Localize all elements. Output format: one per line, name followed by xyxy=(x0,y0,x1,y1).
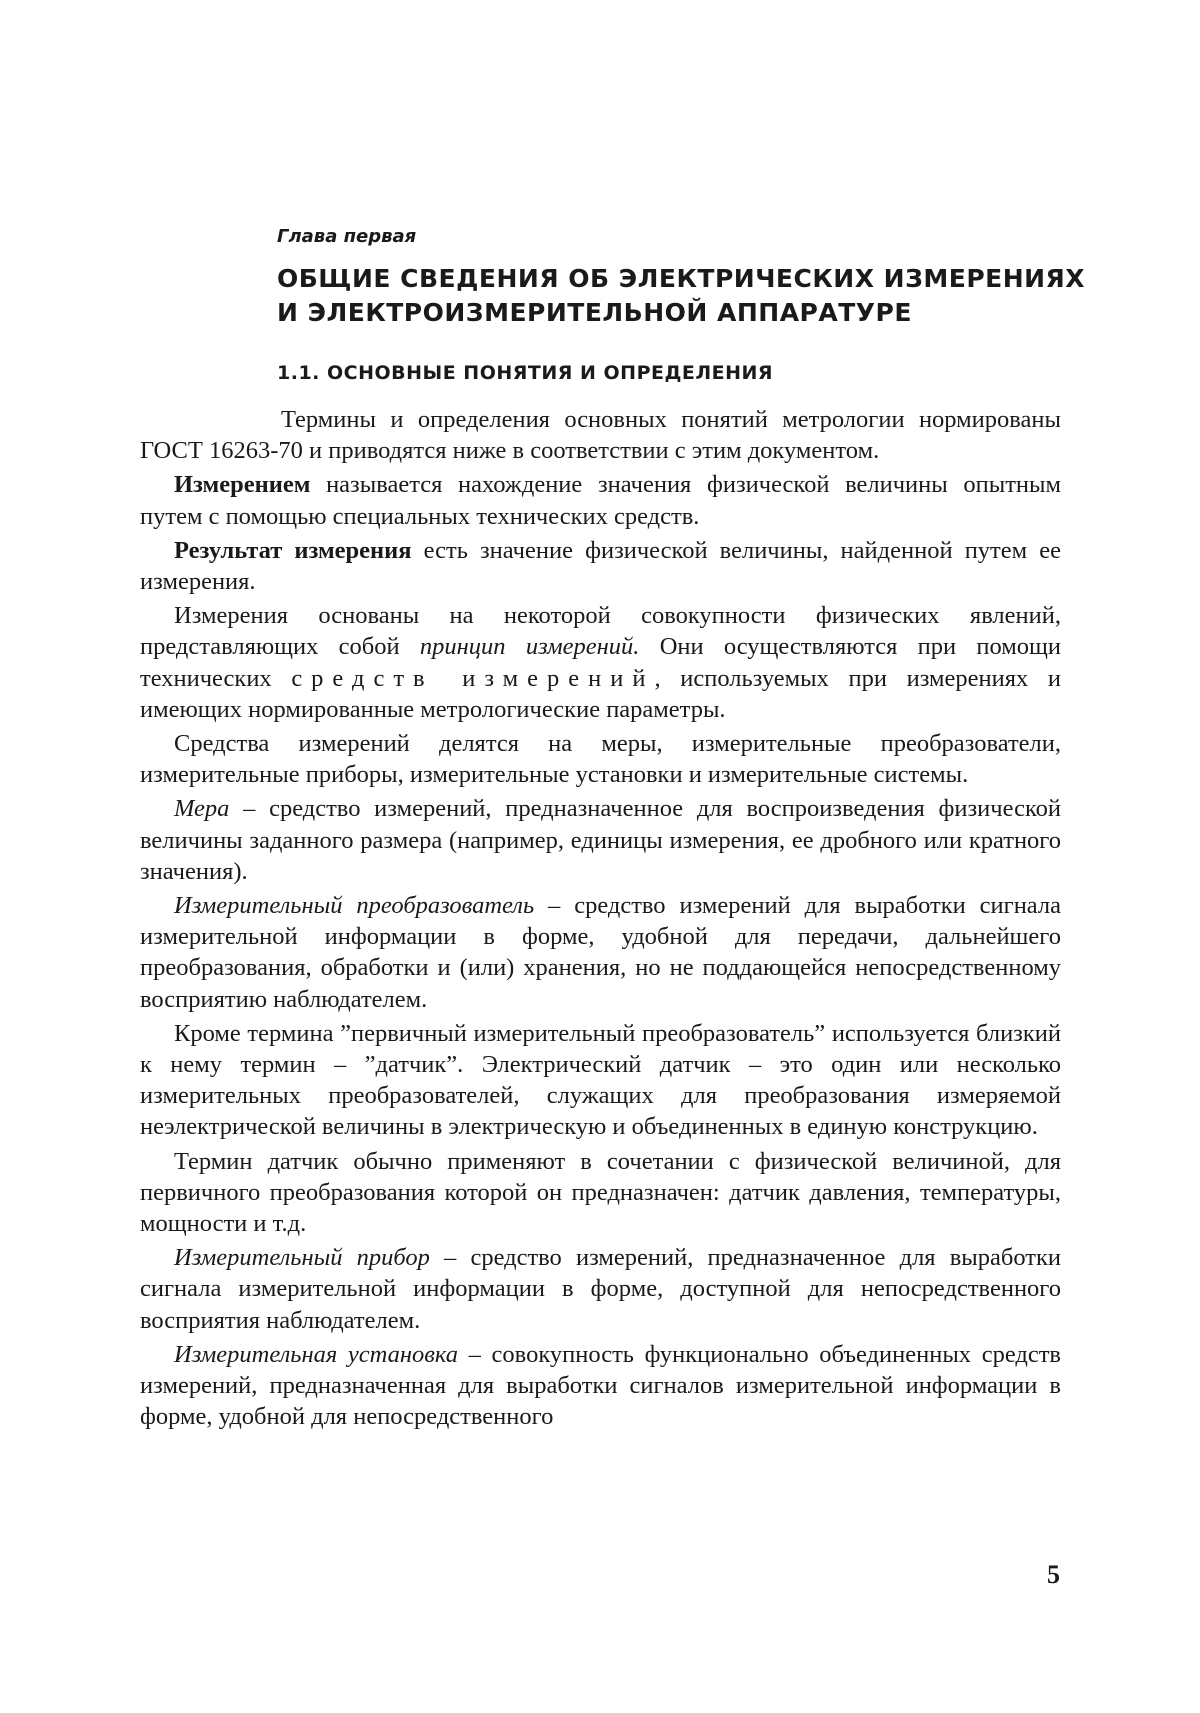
paragraph-measure xyxy=(140,793,1061,887)
paragraph-device-text: – средство измерений, предназначенное для выработки сигнала измерительной информации в форме, доступной для непосредственного восприятия наблюдателем. xyxy=(140,1244,1061,1334)
paragraph-transducer-text: – средство измерений для выработки сигнала измерительной информации в форме, удобной для передачи, дальнейшего преобразования, обработки и (или) хранения, но не поддающейся непосредственному восприятию наблюдателем. xyxy=(140,892,1062,1013)
paragraph-result-text: есть значение физической величины, найденной путем ее измерения. xyxy=(140,536,1061,596)
term-instruments-spaced: средств измерений xyxy=(291,664,655,692)
chapter-title-line-1: ОБЩИЕ СВЕДЕНИЯ ОБ ЭЛЕКТРИЧЕСКИХ ИЗМЕРЕНИЯХ xyxy=(277,264,1086,293)
paragraph-measure-text: – средство измерений, предназначенное для воспроизведения физической величины заданного размера (например, единицы измерения, ее дробного или кратного значения). xyxy=(140,795,1061,885)
paragraph-result xyxy=(140,535,1061,597)
paragraph-installation xyxy=(140,1339,1061,1433)
term-measure: Мера xyxy=(174,795,230,823)
paragraph-installation-text: – совокупность функционально объединенных средств измерений, предназначенная для выработки сигналов измерительной информации в форме, удобной для непосредственного xyxy=(140,1340,1061,1431)
paragraph-sensor-usage: Термин датчик обычно применяют в сочетании с физической величиной, для первичного преобразования которой он предназначен: датчик давления, температуры, мощности и т.д. xyxy=(140,1147,1061,1238)
paragraph-principle xyxy=(140,600,1061,725)
paragraph-principle-text-c: , используемых при измерениях и имеющих нормированные метрологические параметры. xyxy=(140,664,1062,723)
term-device: Измерительный прибор xyxy=(174,1244,430,1272)
chapter-label: Глава первая xyxy=(277,226,417,247)
paragraph-principle-text-a: Измерения основаны на некоторой совокупности физических явлений, представляющих собой xyxy=(140,602,1061,661)
paragraph-transducer xyxy=(140,890,1061,1015)
term-transducer: Измерительный преобразователь xyxy=(174,892,535,920)
term-result: Результат измерения xyxy=(174,536,412,564)
paragraph-principle-text-b: Они осуществляются при помощи технических xyxy=(140,633,1061,692)
chapter-title xyxy=(277,262,1097,330)
term-installation: Измерительная установка xyxy=(174,1340,459,1368)
paragraph-sensor: Кроме термина ”первичный измерительный преобразователь” используется близкий к нему термин – ”датчик”. Электрический датчик – это один или несколько измерительных преобразователей, служащих для преобразования измеряемой неэлектрической величины в электрическую и объединенных в единую конструкцию. xyxy=(140,1019,1061,1141)
body-text xyxy=(140,404,1061,1436)
paragraph-instrument-types: Средства измерений делятся на меры, измерительные преобразователи, измерительные приборы, измерительные установки и измерительные системы. xyxy=(140,730,1061,789)
paragraph-device xyxy=(140,1242,1061,1336)
paragraph-measurement xyxy=(140,469,1061,531)
paragraph-intro: Термины и определения основных понятий метрологии нормированы ГОСТ 16263-70 и приводятся ниже в соответствии с этим документом. xyxy=(140,406,1061,465)
term-principle: принцип измерений. xyxy=(419,633,640,661)
term-measurement: Измерением xyxy=(174,471,311,499)
chapter-title-line-2: И ЭЛЕКТРОИЗМЕРИТЕЛЬНОЙ АППАРАТУРЕ xyxy=(277,298,912,327)
section-title: 1.1. ОСНОВНЫЕ ПОНЯТИЯ И ОПРЕДЕЛЕНИЯ xyxy=(277,362,774,384)
paragraph-measurement-text: называется нахождение значения физической величины опытным путем с помощью специальных технических средств. xyxy=(140,471,1061,530)
page-number: 5 xyxy=(1047,1560,1060,1589)
